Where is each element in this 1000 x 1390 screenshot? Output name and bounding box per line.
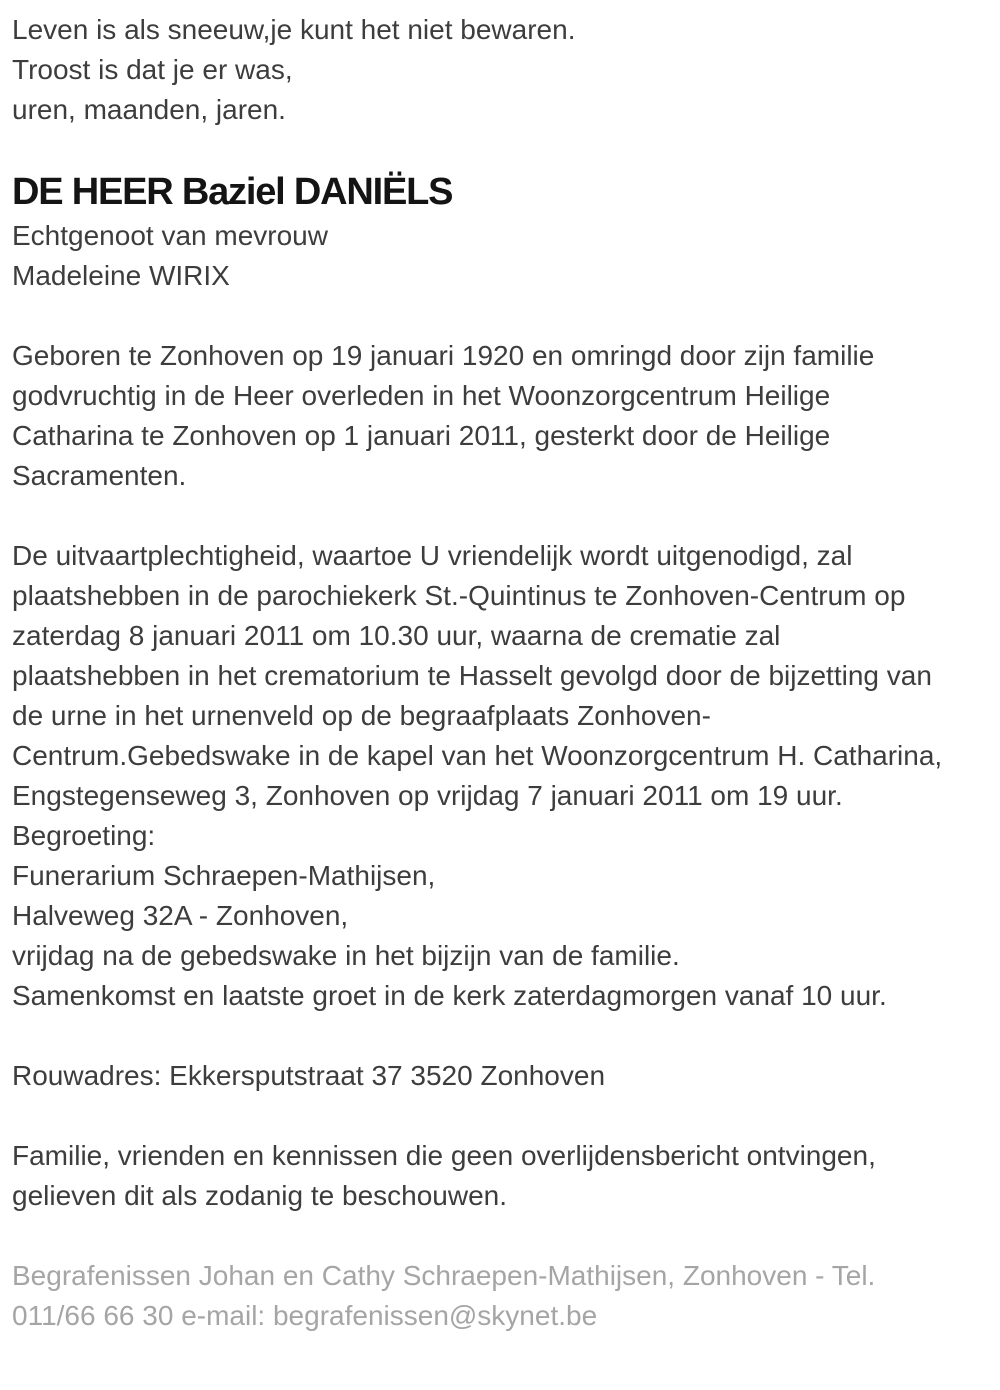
epigraph bbox=[12, 10, 952, 130]
notice-paragraph: Familie, vrienden en kennissen die geen overlijdensbericht ontvingen, gelieven dit als zodanig te beschouwen. bbox=[12, 1140, 876, 1211]
greeting-label: Begroeting: bbox=[12, 820, 156, 851]
epigraph-line-3: uren, maanden, jaren. bbox=[12, 94, 286, 125]
mourning-address: Rouwadres: Ekkersputstraat 37 3520 Zonhoven bbox=[12, 1060, 606, 1091]
spouse-name: Madeleine WIRIX bbox=[12, 260, 230, 291]
epigraph-line-2: Troost is dat je er was, bbox=[12, 54, 293, 85]
service-block bbox=[12, 536, 952, 1016]
relation-block bbox=[12, 216, 952, 296]
wake-visit-line: vrijdag na de gebedswake in het bijzijn van de familie. bbox=[12, 940, 680, 971]
funerarium-address: Halveweg 32A - Zonhoven, bbox=[12, 900, 349, 931]
funeral-home-footer: Begrafenissen Johan en Cathy Schraepen-Mathijsen, Zonhoven - Tel. 011/66 66 30 e-mail: begrafenissen@skynet.be bbox=[12, 1260, 876, 1331]
service-paragraph: De uitvaartplechtigheid, waartoe U vriendelijk wordt uitgenodigd, zal plaatshebben in de parochiekerk St.-Quintinus te Zonhoven-Centrum op zaterdag 8 januari 2011 om 10.30 uur, waarna de crematie zal plaatshebben in het crematorium te Hasselt gevolgd door de bijzetting van de urne in het urnenveld op de begraafplaats Zonhoven-Centrum.Gebedswake in de kapel van het Woonzorgcentrum H. Catharina, Engstegenseweg 3, Zonhoven op vrijdag 7 januari 2011 om 19 uur. bbox=[12, 540, 943, 811]
deceased-name-heading: DE HEER Baziel DANIËLS bbox=[12, 171, 453, 213]
gathering-line: Samenkomst en laatste groet in de kerk zaterdagmorgen vanaf 10 uur. bbox=[12, 980, 887, 1011]
relation-line: Echtgenoot van mevrouw bbox=[12, 220, 328, 251]
birth-death-paragraph: Geboren te Zonhoven op 19 januari 1920 en omringd door zijn familie godvruchtig in de Heer overleden in het Woonzorgcentrum Heilige Catharina te Zonhoven op 1 januari 2011, gesterkt door de Heilige Sacramenten. bbox=[12, 340, 875, 491]
funerarium-name: Funerarium Schraepen-Mathijsen, bbox=[12, 860, 436, 891]
epigraph-line-1: Leven is als sneeuw,je kunt het niet bewaren. bbox=[12, 14, 576, 45]
